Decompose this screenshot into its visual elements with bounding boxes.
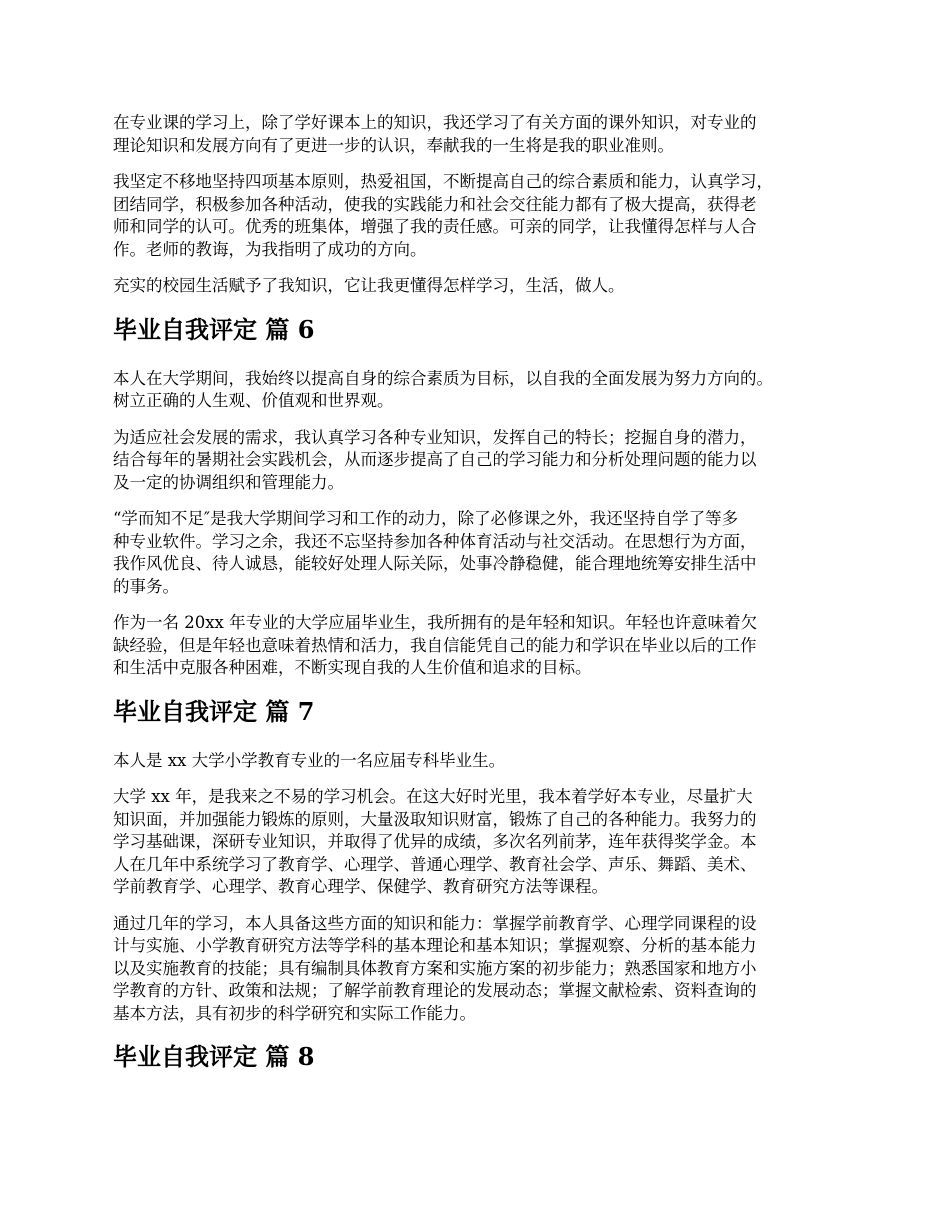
- text-line: 学习基础课，深研专业知识，并取得了优异的成绩，多次名列前茅，连年获得奖学金。本: [113, 832, 757, 851]
- text-line: 师和同学的认可。优秀的班集体，增强了我的责任感。可亲的同学，让我懂得怎样与人合: [113, 217, 757, 236]
- paragraph: [113, 508, 858, 598]
- text-line: 学教育的方针、政策和法规；了解学前教育理论的发展动态；掌握文献检索、资料查询的: [113, 981, 757, 1000]
- text-line: 缺经验，但是年轻也意味着热情和活力，我自信能凭自己的能力和学识在毕业以后的工作: [113, 635, 757, 655]
- paragraph: [113, 368, 858, 413]
- section-heading-8: 毕业自我评定 篇 8: [113, 1042, 315, 1071]
- text-line: 和生活中克服各种困难，不断实现自我的人生价值和追求的目标。: [113, 658, 592, 677]
- text-line: 结合每年的暑期社会实践机会，从而逐步提高了自己的学习能力和分析处理问题的能力以: [113, 450, 757, 469]
- paragraph: [113, 913, 858, 1026]
- text-line: 本人是 xx 大学小学教育专业的一名应届专科毕业生。: [113, 750, 506, 770]
- text-line: 充实的校园生活赋予了我知识，它让我更懂得怎样学习，生活，做人。: [113, 276, 625, 295]
- paragraph: [113, 786, 858, 899]
- text-line: 知识面，并加强能力锻炼的原则，大量汲取知识财富，锻炼了自己的各种能力。我努力的: [113, 809, 757, 829]
- text-line: 学前教育学、心理学、教育心理学、保健学、教育研究方法等课程。: [113, 877, 608, 896]
- text-line: 人在几年中系统学习了教育学、心理学、普通心理学、教育社会学、声乐、舞蹈、美术、: [113, 854, 757, 874]
- text-line: 为适应社会发展的需求，我认真学习各种专业知识，发挥自己的特长；挖掘自身的潜力，: [113, 427, 757, 447]
- paragraph: [113, 427, 858, 495]
- paragraph: [113, 612, 858, 680]
- text-line: 的事务。: [113, 576, 179, 596]
- text-line: 作。老师的教诲，为我指明了成功的方向。: [113, 239, 427, 259]
- section-heading-6: 毕业自我评定 篇 6: [113, 314, 315, 344]
- text-line: 通过几年的学习，本人具备这些方面的知识和能力：掌握学前教育学、心理学同课程的设: [113, 913, 757, 933]
- text-line: 我作风优良、待人诚恳，能较好处理人际关际，处事冷静稳健，能合理地统筹安排生活中: [113, 554, 757, 573]
- paragraph: [113, 171, 858, 261]
- text-line: 本人在大学期间，我始终以提高自身的综合素质为目标，以自我的全面发展为努力方向的。: [113, 368, 773, 388]
- text-line: 及一定的协调组织和管理能力。: [113, 472, 344, 492]
- text-line: 基本方法，具有初步的科学研究和实际工作能力。: [113, 1003, 476, 1023]
- text-line: 团结同学，积极参加各种活动，使我的实践能力和社会交往能力都有了极大提高，获得老: [113, 194, 757, 214]
- text-line: 种专业软件。学习之余，我还不忘坚持参加各种体育活动与社交活动。在思想行为方面，: [113, 531, 757, 551]
- paragraph: [113, 750, 858, 773]
- text-line: 树立正确的人生观、价值观和世界观。: [113, 391, 394, 410]
- text-line: 计与实施、小学教育研究方法等学科的基本理论和基本知识；掌握观察、分析的基本能力: [113, 936, 757, 955]
- text-line: 作为一名 20xx 年专业的大学应届毕业生，我所拥有的是年轻和知识。年轻也许意味着欠: [113, 613, 758, 632]
- paragraph: [113, 112, 858, 157]
- text-line: “学而知不足″是我大学期间学习和工作的动力，除了必修课之外，我还坚持自学了等多: [113, 509, 739, 528]
- text-line: 大学 xx 年，是我来之不易的学习机会。在这大好时光里，我本着学好本专业，尽量扩大: [113, 787, 753, 806]
- paragraph: [113, 275, 858, 298]
- document-page: [113, 112, 858, 1095]
- text-line: 我坚定不移地坚持四项基本原则，热爱祖国，不断提高自己的综合素质和能力，认真学习，: [113, 172, 773, 191]
- text-line: 以及实施教育的技能；具有编制具体教育方案和实施方案的初步能力；熟悉国家和地方小: [113, 958, 757, 978]
- text-line: 理论知识和发展方向有了更进一步的认识，奉献我的一生将是我的职业准则。: [113, 135, 674, 155]
- text-line: 在专业课的学习上，除了学好课本上的知识，我还学习了有关方面的课外知识，对专业的: [113, 113, 757, 132]
- section-heading-7: 毕业自我评定 篇 7: [113, 696, 315, 726]
